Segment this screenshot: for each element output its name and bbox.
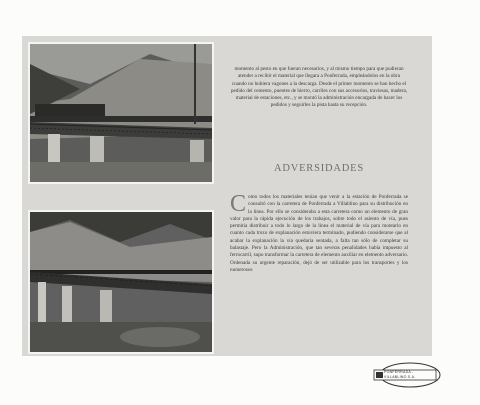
top-paragraph: momento al pesto en que fueran necesarios, y al mismo tiempo para que pudieran atender a recibir el material que llegara a Ponferrada, empleándolos en la obra cuando no hubiera vagones a la descarga. Desde el primer momento se han hecho el pedido del cemento, puentes de hierro, carriles con sus accesorios, traviesas, madera, material de estaciones, etc., y se montó la administración encargada de hacer los pedidos y seguirles la pista hasta su recepción. <box>230 66 408 109</box>
body-paragraph-text: omo todos los materiales tenían que venir a la estación de Ponferrada se consultó con la carretera de Ponferrada a Villablino para su distribución en la línea. Por ello se consideraba a esta carretera como un elemento de gran valor para la rápida ejecución de los trabajos, sobre todo el asiento de vía, pues permitía distribuir a todo lo largo de la línea el material de vía para montarlo en cuanto cada trozo de explanación estuviera terminado, pudiendo considerarse que al acabar la explanación la vía quedaría sentada, a falta tan sólo de completar su balastaje. Pero la Administración, que tan severas penalidades había impuesto al ferrocarril, supo transformar la carretera de elemento auxiliar en elemento adversario. Ordenada su urgente reparación, dejó de ser utilizable para los transportes y los numerosos <box>230 194 408 273</box>
company-logo <box>372 361 442 389</box>
body-paragraph <box>230 191 408 274</box>
photo-train-on-bridge <box>28 42 214 184</box>
section-heading: ADVERSIDADES <box>273 163 365 174</box>
drop-cap: C <box>230 191 247 217</box>
photo-bridge-image <box>30 212 212 352</box>
photo-train-bridge-image <box>30 44 212 182</box>
logo-text: PONFERRADA - VILLABLINO S.A. <box>384 370 416 379</box>
photo-bridge-construction <box>28 210 214 354</box>
